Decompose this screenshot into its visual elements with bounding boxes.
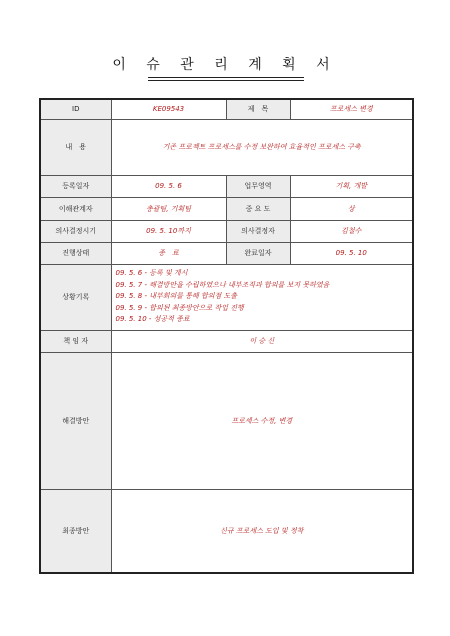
register-date-label: 등록일자 bbox=[40, 175, 111, 197]
row-owner bbox=[40, 330, 413, 352]
work-area-label: 업무영역 bbox=[226, 175, 290, 197]
solution-value[interactable]: 프로세스 수정, 변경 bbox=[111, 352, 413, 489]
row-stakeholder bbox=[40, 197, 413, 220]
final-plan-label: 최종방안 bbox=[40, 489, 111, 573]
id-label: ID bbox=[40, 99, 111, 119]
decision-maker-value[interactable]: 김철수 bbox=[290, 220, 413, 242]
progress-status-value[interactable]: 종 료 bbox=[111, 242, 226, 264]
document-title: 이 슈 관 리 계 획 서 bbox=[112, 57, 338, 73]
completion-date-value[interactable]: 09. 5. 10 bbox=[290, 242, 413, 264]
completion-date-label: 완료일자 bbox=[226, 242, 290, 264]
stakeholder-value[interactable]: 총괄팀, 기획팀 bbox=[111, 197, 226, 220]
row-id bbox=[40, 99, 413, 119]
status-log-line: 09. 5. 8 - 내부회의를 통해 합의점 도출 bbox=[115, 292, 238, 301]
status-log-line: 09. 5. 7 - 해결방안을 수립하였으나 내부조직과 합의를 보지 못하였음 bbox=[115, 280, 330, 289]
row-progress bbox=[40, 242, 413, 264]
solution-label: 해결방안 bbox=[40, 352, 111, 489]
issue-plan-form bbox=[39, 98, 414, 574]
owner-value[interactable]: 이 승 신 bbox=[111, 330, 413, 352]
row-decision bbox=[40, 220, 413, 242]
row-content bbox=[40, 119, 413, 175]
status-log-line: 09. 5. 10 - 성공적 종료 bbox=[115, 315, 190, 324]
register-date-value[interactable]: 09. 5. 6 bbox=[111, 175, 226, 197]
importance-value[interactable]: 상 bbox=[290, 197, 413, 220]
status-log-value[interactable] bbox=[111, 264, 413, 330]
row-register bbox=[40, 175, 413, 197]
row-final bbox=[40, 489, 413, 573]
final-plan-value[interactable]: 신규 프로세스 도입 및 정착 bbox=[111, 489, 413, 573]
row-status-log bbox=[40, 264, 413, 330]
content-label: 내 용 bbox=[40, 119, 111, 175]
work-area-value[interactable]: 기획, 개발 bbox=[290, 175, 413, 197]
id-value[interactable]: KE09543 bbox=[111, 99, 226, 119]
status-log-label: 상황기록 bbox=[40, 264, 111, 330]
status-log-line: 09. 5. 6 - 등록 및 개시 bbox=[115, 269, 188, 278]
stakeholder-label: 이해관계자 bbox=[40, 197, 111, 220]
title-underline bbox=[148, 77, 304, 78]
status-log-line: 09. 5. 9 - 합의된 최종방안으로 작업 진행 bbox=[115, 303, 244, 312]
row-solution bbox=[40, 352, 413, 489]
progress-status-label: 진행상태 bbox=[40, 242, 111, 264]
subject-value[interactable]: 프로세스 변경 bbox=[290, 99, 413, 119]
subject-label: 제 목 bbox=[226, 99, 290, 119]
title-underline-double bbox=[148, 80, 304, 81]
owner-label: 책 임 자 bbox=[40, 330, 111, 352]
decision-maker-label: 의사결정자 bbox=[226, 220, 290, 242]
decision-time-value[interactable]: 09. 5. 10까지 bbox=[111, 220, 226, 242]
importance-label: 중 요 도 bbox=[226, 197, 290, 220]
content-value[interactable]: 기존 프로젝트 프로세스를 수정 보완하여 효율적인 프로세스 구축 bbox=[111, 119, 413, 175]
decision-time-label: 의사결정시기 bbox=[40, 220, 111, 242]
